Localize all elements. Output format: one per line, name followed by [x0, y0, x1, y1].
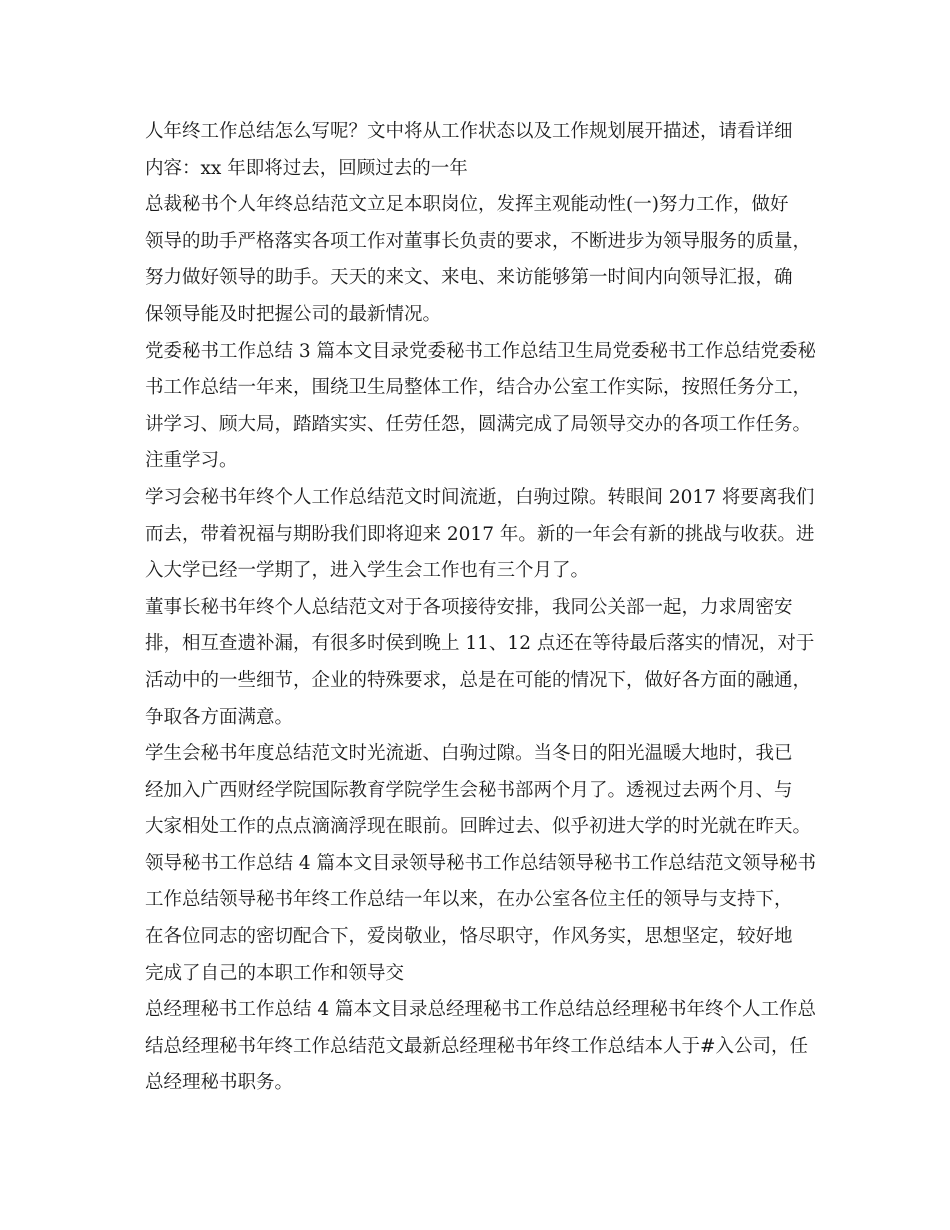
text-line: 讲学习、顾大局，踏踏实实、任劳任怨，圆满完成了局领导交办的各项工作任务。	[145, 413, 812, 435]
text-line: 董事长秘书年终个人总结范文对于各项接待安排，我同公关部一起，力求周密安	[145, 596, 793, 618]
text-line: 总经理秘书职务。	[145, 1072, 294, 1094]
text-line: 完成了自己的本职工作和领导交	[145, 962, 405, 984]
text-line: 注重学习。	[145, 450, 238, 472]
text-line: 经加入广西财经学院国际教育学院学生会秘书部两个月了。透视过去两个月、与	[145, 779, 793, 801]
text-line: 活动中的一些细节，企业的特殊要求，总是在可能的情况下，做好各方面的融通，	[145, 669, 812, 691]
text-line: 学习会秘书年终个人工作总结范文时间流逝，白驹过隙。转眼间 2017 将要离我们	[145, 486, 815, 508]
text-line: 在各位同志的密切配合下，爱岗敬业，恪尽职守，作风务实，思想坚定，较好地	[145, 926, 793, 948]
text-line: 排，相互查遗补漏，有很多时侯到晚上 11、12 点还在等待最后落实的情况，对于	[145, 633, 815, 655]
text-line: 内容：xx 年即将过去，回顾过去的一年	[145, 157, 468, 179]
text-line: 人年终工作总结怎么写呢？文中将从工作状态以及工作规划展开描述，请看详细	[145, 121, 793, 142]
text-line: 总经理秘书工作总结 4 篇本文目录总经理秘书工作总结总经理秘书年终个人工作总	[145, 999, 817, 1021]
text-line: 努力做好领导的助手。天天的来文、来电、来访能够第一时间内向领导汇报，确	[145, 267, 793, 289]
text-line: 结总经理秘书年终工作总结范文最新总经理秘书年终工作总结本人于#入公司，任	[145, 1035, 809, 1057]
text-line: 领导的助手严格落实各项工作对董事长负责的要求，不断进步为领导服务的质量，	[145, 230, 812, 252]
text-line: 书工作总结一年来，围绕卫生局整体工作，结合办公室工作实际，按照任务分工，	[145, 377, 812, 399]
text-line: 党委秘书工作总结 3 篇本文目录党委秘书工作总结卫生局党委秘书工作总结党委秘	[145, 340, 817, 362]
text-line: 大家相处工作的点点滴滴浮现在眼前。回眸过去、似乎初进大学的时光就在昨天。	[145, 816, 812, 838]
text-line: 总裁秘书个人年终总结范文立足本职岗位，发挥主观能动性(一)努力工作，做好	[145, 194, 789, 216]
text-line: 领导秘书工作总结 4 篇本文目录领导秘书工作总结领导秘书工作总结范文领导秘书	[145, 852, 817, 874]
document-body	[145, 114, 825, 1102]
text-line: 保领导能及时把握公司的最新情况。	[145, 303, 442, 325]
text-line: 而去，带着祝福与期盼我们即将迎来 2017 年。新的一年会有新的挑战与收获。进	[145, 523, 815, 545]
text-line: 学生会秘书年度总结范文时光流逝、白驹过隙。当冬日的阳光温暖大地时，我已	[145, 743, 793, 765]
text-line: 争取各方面满意。	[145, 706, 294, 728]
text-line: 工作总结领导秘书年终工作总结一年以来，在办公室各位主任的领导与支持下，	[145, 889, 793, 911]
text-line: 入大学已经一学期了，进入学生会工作也有三个月了。	[145, 560, 590, 582]
